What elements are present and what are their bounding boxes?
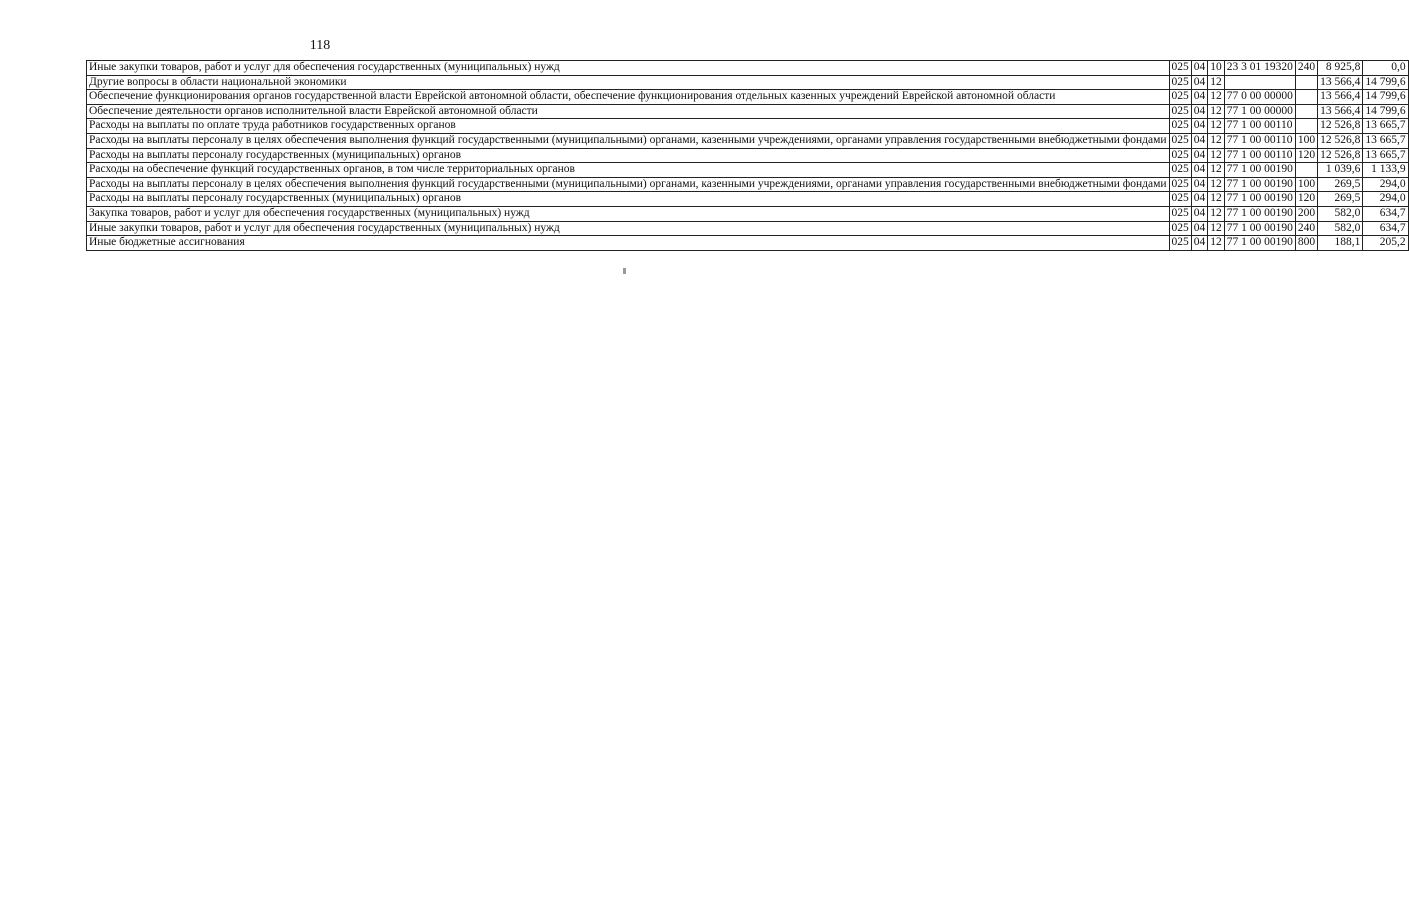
expense-type-cell: 800 xyxy=(1295,236,1317,251)
ved-code-cell: 025 xyxy=(1169,104,1191,119)
target-article-cell: 77 1 00 00190 xyxy=(1224,221,1295,236)
ved-code-cell: 025 xyxy=(1169,163,1191,178)
subsection-code-cell: 12 xyxy=(1208,133,1225,148)
amount-year1-cell: 12 526,8 xyxy=(1318,119,1363,134)
expense-type-cell: 100 xyxy=(1295,177,1317,192)
section-code-cell: 04 xyxy=(1191,119,1208,134)
row-name-cell: Обеспечение функционирования органов государственной власти Еврейской автономной области, обеспечение функционирования отдельных казенных учреждений Еврейской автономной области xyxy=(87,90,1170,105)
subsection-code-cell: 12 xyxy=(1208,221,1225,236)
ved-code-cell: 025 xyxy=(1169,133,1191,148)
section-code-cell: 04 xyxy=(1191,236,1208,251)
section-code-cell: 04 xyxy=(1191,104,1208,119)
amount-year2-cell: 634,7 xyxy=(1363,221,1408,236)
amount-year2-cell: 294,0 xyxy=(1363,177,1408,192)
target-article-cell: 77 0 00 00000 xyxy=(1224,90,1295,105)
amount-year1-cell: 582,0 xyxy=(1318,206,1363,221)
ved-code-cell: 025 xyxy=(1169,206,1191,221)
row-name-cell: Расходы на выплаты персоналу в целях обеспечения выполнения функций государственными (муниципальными) органами, казенными учреждениями, органами управления государственными внебюджетными фондами xyxy=(87,177,1170,192)
expense-type-cell xyxy=(1295,119,1317,134)
amount-year1-cell: 1 039,6 xyxy=(1318,163,1363,178)
section-code-cell: 04 xyxy=(1191,90,1208,105)
amount-year1-cell: 8 925,8 xyxy=(1318,61,1363,76)
subsection-code-cell: 12 xyxy=(1208,206,1225,221)
section-code-cell: 04 xyxy=(1191,206,1208,221)
amount-year2-cell: 13 665,7 xyxy=(1363,133,1408,148)
ved-code-cell: 025 xyxy=(1169,90,1191,105)
amount-year2-cell: 14 799,6 xyxy=(1363,90,1408,105)
subsection-code-cell: 12 xyxy=(1208,90,1225,105)
row-name-cell: Расходы на выплаты персоналу в целях обеспечения выполнения функций государственными (муниципальными) органами, казенными учреждениями, органами управления государственными внебюджетными фондами xyxy=(87,133,1170,148)
amount-year1-cell: 13 566,4 xyxy=(1318,104,1363,119)
ved-code-cell: 025 xyxy=(1169,148,1191,163)
amount-year2-cell: 205,2 xyxy=(1363,236,1408,251)
ved-code-cell: 025 xyxy=(1169,236,1191,251)
table-row xyxy=(87,61,1409,76)
row-name-cell: Иные закупки товаров, работ и услуг для обеспечения государственных (муниципальных) нужд xyxy=(87,221,1170,236)
expense-type-cell xyxy=(1295,104,1317,119)
amount-year1-cell: 13 566,4 xyxy=(1318,75,1363,90)
target-article-cell: 77 1 00 00000 xyxy=(1224,104,1295,119)
amount-year2-cell: 634,7 xyxy=(1363,206,1408,221)
amount-year2-cell: 1 133,9 xyxy=(1363,163,1408,178)
amount-year1-cell: 188,1 xyxy=(1318,236,1363,251)
amount-year2-cell: 294,0 xyxy=(1363,192,1408,207)
amount-year1-cell: 269,5 xyxy=(1318,177,1363,192)
section-code-cell: 04 xyxy=(1191,75,1208,90)
row-name-cell: Закупка товаров, работ и услуг для обеспечения государственных (муниципальных) нужд xyxy=(87,206,1170,221)
amount-year1-cell: 12 526,8 xyxy=(1318,133,1363,148)
target-article-cell: 77 1 00 00110 xyxy=(1224,119,1295,134)
target-article-cell: 77 1 00 00190 xyxy=(1224,206,1295,221)
table-row xyxy=(87,163,1409,178)
table-row xyxy=(87,236,1409,251)
target-article-cell: 77 1 00 00190 xyxy=(1224,192,1295,207)
target-article-cell xyxy=(1224,75,1295,90)
row-name-cell: Расходы на обеспечение функций государственных органов, в том числе территориальных органов xyxy=(87,163,1170,178)
expense-type-cell: 120 xyxy=(1295,192,1317,207)
expense-type-cell xyxy=(1295,90,1317,105)
subsection-code-cell: 12 xyxy=(1208,119,1225,134)
amount-year2-cell: 14 799,6 xyxy=(1363,104,1408,119)
table-row xyxy=(87,90,1409,105)
target-article-cell: 77 1 00 00110 xyxy=(1224,148,1295,163)
expense-type-cell: 120 xyxy=(1295,148,1317,163)
amount-year1-cell: 13 566,4 xyxy=(1318,90,1363,105)
expense-type-cell: 200 xyxy=(1295,206,1317,221)
row-name-cell: Иные бюджетные ассигнования xyxy=(87,236,1170,251)
target-article-cell: 77 1 00 00190 xyxy=(1224,177,1295,192)
subsection-code-cell: 12 xyxy=(1208,148,1225,163)
table-row xyxy=(87,119,1409,134)
subsection-code-cell: 12 xyxy=(1208,177,1225,192)
table-row xyxy=(87,133,1409,148)
section-code-cell: 04 xyxy=(1191,163,1208,178)
budget-table-body xyxy=(87,61,1409,251)
target-article-cell: 77 1 00 00190 xyxy=(1224,236,1295,251)
section-code-cell: 04 xyxy=(1191,192,1208,207)
amount-year1-cell: 582,0 xyxy=(1318,221,1363,236)
table-row xyxy=(87,177,1409,192)
ved-code-cell: 025 xyxy=(1169,177,1191,192)
amount-year2-cell: 13 665,7 xyxy=(1363,148,1408,163)
ved-code-cell: 025 xyxy=(1169,192,1191,207)
ved-code-cell: 025 xyxy=(1169,221,1191,236)
table-row xyxy=(87,75,1409,90)
section-code-cell: 04 xyxy=(1191,148,1208,163)
table-row xyxy=(87,221,1409,236)
section-code-cell: 04 xyxy=(1191,133,1208,148)
ved-code-cell: 025 xyxy=(1169,119,1191,134)
amount-year2-cell: 0,0 xyxy=(1363,61,1408,76)
table-row xyxy=(87,192,1409,207)
target-article-cell: 77 1 00 00110 xyxy=(1224,133,1295,148)
amount-year2-cell: 14 799,6 xyxy=(1363,75,1408,90)
row-name-cell: Обеспечение деятельности органов исполнительной власти Еврейской автономной области xyxy=(87,104,1170,119)
row-name-cell: Другие вопросы в области национальной экономики xyxy=(87,75,1170,90)
scan-mark xyxy=(623,268,626,274)
table-row xyxy=(87,206,1409,221)
amount-year2-cell: 13 665,7 xyxy=(1363,119,1408,134)
ved-code-cell: 025 xyxy=(1169,61,1191,76)
target-article-cell: 23 3 01 19320 xyxy=(1224,61,1295,76)
expense-type-cell: 240 xyxy=(1295,61,1317,76)
table-row xyxy=(87,148,1409,163)
expense-type-cell xyxy=(1295,75,1317,90)
row-name-cell: Иные закупки товаров, работ и услуг для обеспечения государственных (муниципальных) нужд xyxy=(87,61,1170,76)
amount-year1-cell: 12 526,8 xyxy=(1318,148,1363,163)
section-code-cell: 04 xyxy=(1191,221,1208,236)
amount-year1-cell: 269,5 xyxy=(1318,192,1363,207)
subsection-code-cell: 12 xyxy=(1208,236,1225,251)
target-article-cell: 77 1 00 00190 xyxy=(1224,163,1295,178)
table-row xyxy=(87,104,1409,119)
page-number: 118 xyxy=(309,38,331,53)
expense-type-cell xyxy=(1295,163,1317,178)
expense-type-cell: 240 xyxy=(1295,221,1317,236)
subsection-code-cell: 12 xyxy=(1208,192,1225,207)
expense-type-cell: 100 xyxy=(1295,133,1317,148)
row-name-cell: Расходы на выплаты персоналу государственных (муниципальных) органов xyxy=(87,192,1170,207)
subsection-code-cell: 12 xyxy=(1208,75,1225,90)
budget-table xyxy=(86,60,1409,251)
subsection-code-cell: 12 xyxy=(1208,104,1225,119)
section-code-cell: 04 xyxy=(1191,61,1208,76)
subsection-code-cell: 12 xyxy=(1208,163,1225,178)
subsection-code-cell: 10 xyxy=(1208,61,1225,76)
row-name-cell: Расходы на выплаты персоналу государственных (муниципальных) органов xyxy=(87,148,1170,163)
ved-code-cell: 025 xyxy=(1169,75,1191,90)
section-code-cell: 04 xyxy=(1191,177,1208,192)
row-name-cell: Расходы на выплаты по оплате труда работников государственных органов xyxy=(87,119,1170,134)
